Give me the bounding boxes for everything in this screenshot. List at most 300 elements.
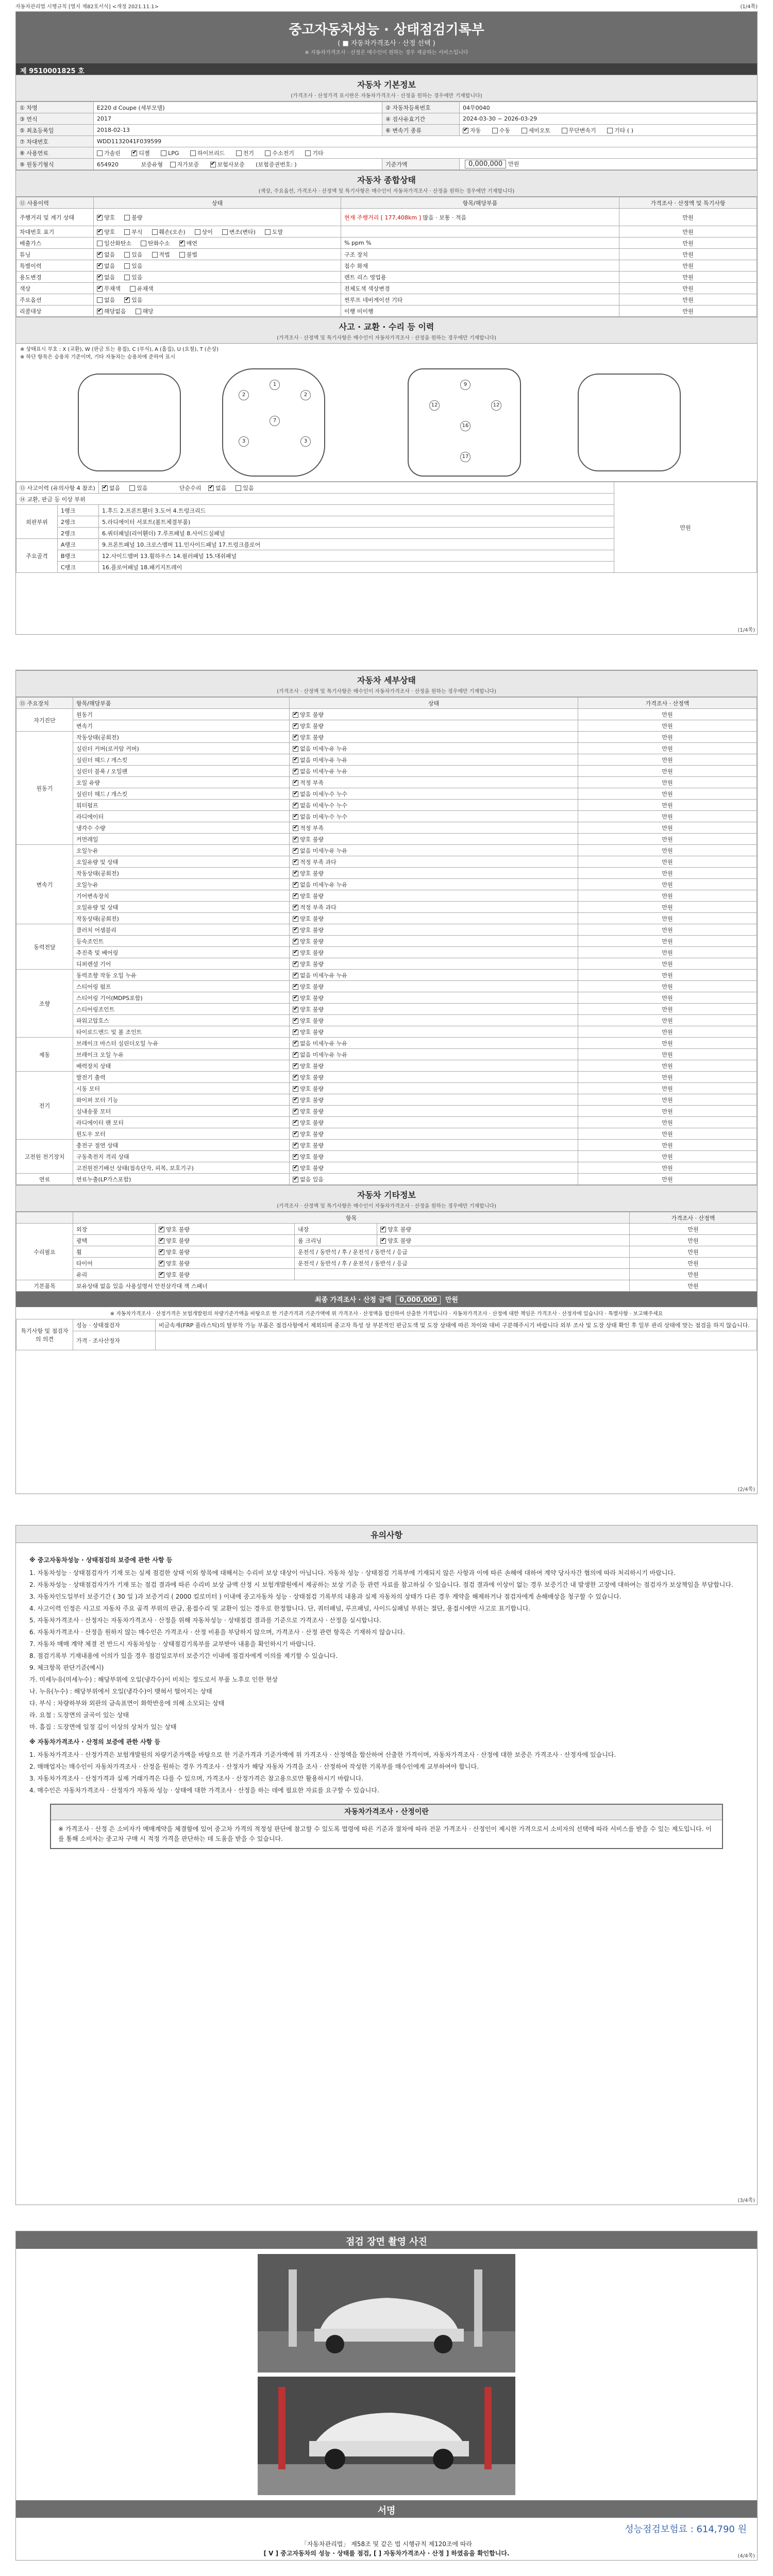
checkbox-icon [152,229,158,235]
notice-item: 5. 자동차가격조사 · 산정자는 자동차가격조사 · 산정을 위해 자동차성능 · 상태점검 결과를 기준으로 가격조사 · 산정을 실시합니다. [29,1617,381,1624]
detail-item-label: 스티어링 기어(MDPS포함) [73,992,290,1004]
detail-item-label: 타이로드엔드 및 볼 조인트 [73,1026,290,1038]
detail-item-price: 만원 [578,958,757,970]
basic-info-section-title: 자동차 기본정보 (가격조사 · 산정가격 표시란은 자동차가격조사 · 산정을 원하는 경우에만 기재합니다) [16,75,757,101]
detail-item-price: 만원 [578,1151,757,1162]
document-number-bar: 제 9510001825 호 [16,63,757,75]
detail-row [16,766,757,777]
special-notes-table: 특기사항 및 점검자의 의견 성능 · 상태점검자 비금속재(FRP 플라스틱)의 탈부착 가능 부품은 점검사항에서 제외되며 중고자 특성 상 부분적인 판금도색 및 도장 상태에 따른 차이와 대비 구분해주시기 바랍니다 외부 조사 및 도장 상태 확인 후 일부 관리 상태에 맞는 점검을 하지 않습니다. 가격 · 조사산정자 [16,1319,757,1350]
detail-row [16,800,757,811]
detail-item-price: 만원 [578,902,757,913]
detail-item-price: 만원 [578,1038,757,1049]
detail-item-label: 실린더 블록 / 오일팬 [73,766,290,777]
detail-item-price: 만원 [578,913,757,924]
detail-item-price: 만원 [578,1072,757,1083]
car-side-right-icon [578,374,681,471]
checkbox-icon [293,973,298,978]
detail-item-state: ✔ 양호 불량 [290,924,578,936]
checkbox-icon [129,485,135,491]
checkbox-icon [293,735,298,740]
detail-item-label: 배력장치 상태 [73,1060,290,1072]
detail-item-price: 만원 [578,766,757,777]
inspector-note: 비금속재(FRP 플라스틱)의 탈부착 가능 부품은 점검사항에서 제외되며 중고자 특성 상 부분적인 판금도색 및 도장 상태에 따른 차이와 대비 구분해주시기 바랍니다 외부 조사 및 도장 상태 확인 후 일부 관리 상태에 맞는 점검을 하지 않습니다. [156,1319,757,1331]
detail-item-state: ✔ 양호 불량 [290,1151,578,1162]
checkbox-icon [293,859,298,865]
checkbox-icon [236,485,241,491]
detail-item-label: 연료누출(LP가스포함) [73,1174,290,1185]
detail-row [16,902,757,913]
detail-item-state: ✔ 없음 미세누유 누유 [290,970,578,981]
mileage-value: 현재 주행거리 [ 177,408km ] [344,214,421,221]
detail-row [16,1083,757,1094]
detail-item-label: 냉각수 수량 [73,822,290,834]
summary-row: 주요옵션 없음✔ 있음 썬루프 네비게이션 기타 만원 [16,294,757,306]
detail-row [16,845,757,856]
inspection-photo-2 [258,2377,515,2495]
detail-item-label: 오일누유 [73,879,290,890]
checkbox-icon [293,1041,298,1046]
detail-item-state: ✔ 양호 불량 [290,1128,578,1140]
detail-table: ⑮ 주요장치 항목/해당부품 상태 가격조사 · 산정액 자기진단 원동기 ✔ 양호 불량 만원 변속기 ✔ 양호 불량 만원 원동기 작동상태(공회전) ✔ 양호 불량 만원 실린더 커버(로커암 커버) ✔ 없음 미세누유 누유 만원 실린더 헤드 / 개스킷 ✔ 없음 미세누유 누유 만원 실린더 블록 / 오일팬 ✔ 없음 미세누유 누유 만원 오일 유량 ✔ 적정 부족 만원 실린더 헤드 / 개스킷 ✔ 없음 미세누수 누수 만원 워터펌프 ✔ 없음 미세누수 누수 만원 라디에이터 ✔ 없음 미세누수 누수 만원 냉각수 수량 ✔ 적정 부족 만원 커먼레일 ✔ 양호 불량 만원 변속기 오일누유 ✔ 없음 미세누유 누유 만원 오일유량 및 상태 ✔ 적정 부족 과다 만원 작동상태(공회전) ✔ 양호 불량 만원 오일누유 ✔ 없음 미세누유 누유 만원 기어변속장치 ✔ 양호 불량 만원 오일유량 및 상태 ✔ 적정 부족 과다 만원 작동상태(공회전) ✔ 양호 불량 만원 동력전달 클러치 어셈블리 ✔ 양호 불량 만원 등속조인트 ✔ 양호 불량 만원 추진축 및 베어링 ✔ 양호 불량 만원 디퍼렌셜 기어 ✔ 양호 불량 만원 조향 동력조향 작동 오일 누유 ✔ 없음 미세누유 누유 만원 스티어링 펌프 ✔ 양호 불량 만원 스티어링 기어(MDPS포함) ✔ 양호 불량 만원 스티어링조인트 ✔ 양호 불량 만원 파워고압호스 ✔ 양호 불량 만원 타이로드엔드 및 볼 조인트 ✔ 양호 불량 만원 제동 브레이크 마스터 실린더오일 누유 ✔ 없음 미세누유 누유 만원 브레이크 오일 누유 ✔ 없음 미세누유 누유 만원 배력장치 상태 ✔ 양호 불량 만원 전기 발전기 출력 ✔ 양호 불량 만원 시동 모터 ✔ 양호 불량 만원 와이퍼 모터 기능 ✔ 양호 불량 만원 실내송풍 모터 ✔ 양호 불량 만원 라디에이터 팬 모터 ✔ 양호 불량 만원 윈도우 모터 ✔ 양호 불량 만원 고전원 전기장치 충전구 절연 상태 ✔ 양호 불량 만원 구동축전지 격리 상태 ✔ 양호 불량 만원 고전원전기배선 상태(접속단자, 피복, 보호기구) ✔ 양호 불량 만원 연료 연료누출(LP가스포함) ✔ 없음 있음 만원 [16,697,757,1185]
checkbox-icon [159,1272,164,1278]
fuel-options: 가솔린 ✔ 디젤 LPG 하이브리드 전기 수소전기 기타 [94,147,757,159]
detail-row [16,981,757,992]
detail-item-state: ✔ 양호 불량 [290,868,578,879]
checkbox-icon [293,723,298,729]
other-row: 타이어 ✔ 양호 불량 운전석 / 동반석 / 후 / 운전석 / 동반석 / 응급 만원 [16,1258,757,1269]
checkbox-icon [293,757,298,763]
detail-item-price: 만원 [578,1083,757,1094]
checkbox-icon [293,1097,298,1103]
checkbox-icon [293,995,298,1001]
checkbox-icon [97,309,103,314]
detail-item-price: 만원 [578,924,757,936]
detail-group-label: 제동 [16,1038,73,1072]
insurance-fee-value: 614,790 [696,2524,735,2535]
detail-item-label: 발전기 출력 [73,1072,290,1083]
notice-item: 9. 체크항목 판단기준(예시) [29,1664,104,1671]
checkbox-icon [130,286,136,292]
detail-item-state: ✔ 양호 불량 [290,709,578,720]
detail-item-label: 충전구 절연 상태 [73,1140,290,1151]
checkbox-icon [293,1177,298,1182]
detail-row [16,1162,757,1174]
notice-item: 7. 자동차 매매 계약 체결 전 반드시 자동차성능 · 상태점검기록부를 교부받아 내용을 확인하시기 바랍니다. [29,1640,316,1648]
detail-row [16,1094,757,1106]
detail-item-label: 시동 모터 [73,1083,290,1094]
checkbox-icon [293,905,298,910]
transmission-options: ✔ 자동 수동 세미오토 무단변속기 기타 ( ) [460,125,757,136]
detail-item-price: 만원 [578,743,757,754]
detail-item-price: 만원 [578,1140,757,1151]
detail-item-label: 와이퍼 모터 기능 [73,1094,290,1106]
detail-row [16,856,757,868]
detail-item-label: 변속기 [73,720,290,732]
checkbox-icon [179,252,185,258]
detail-item-price: 만원 [578,800,757,811]
checkbox-icon [124,252,130,258]
checkbox-icon [293,1120,298,1126]
detail-item-label: 디퍼렌셜 기어 [73,958,290,970]
detail-row [16,834,757,845]
detail-group-label: 연료 [16,1174,73,1185]
detail-item-state: ✔ 양호 불량 [290,958,578,970]
detail-item-price: 만원 [578,1106,757,1117]
checkbox-icon [293,1154,298,1160]
accident-legend: ※ 상태표시 부호 : X (교환), W (판금 또는 용접), C (부식), A (흠집), U (요철), T (손상) ※ 하단 항목은 승용차 기준이며, 기타 자동차는 승용차에 준하여 표시 [20,347,219,360]
checkbox-icon [293,871,298,876]
checkbox-icon [293,1018,298,1024]
detail-row [16,709,757,720]
detail-item-price: 만원 [578,754,757,766]
checkbox-icon [293,1109,298,1114]
notice-item: 가. 미세누유(미세누수) : 해당부위에 오일(냉각수)이 비치는 정도로서 부품 노후로 인한 현상 [29,1676,278,1683]
checkbox-icon [97,263,103,269]
detail-item-label: 파워고압호스 [73,1015,290,1026]
detail-row [16,936,757,947]
checkbox-icon [293,712,298,718]
detail-item-price: 만원 [578,936,757,947]
detail-item-state: ✔ 양호 불량 [290,1072,578,1083]
detail-item-state: ✔ 없음 미세누유 누유 [290,1038,578,1049]
detail-item-price: 만원 [578,777,757,788]
detail-item-state: ✔ 양호 불량 [290,981,578,992]
detail-row [16,879,757,890]
page-3 [15,1525,758,2205]
document-title: 중고자동차성능 · 상태점검기록부 [289,22,484,38]
detail-item-price: 만원 [578,788,757,800]
checkbox-icon [170,162,176,167]
detail-group-label: 조향 [16,970,73,1038]
checkbox-icon [124,229,130,235]
detail-item-price: 만원 [578,732,757,743]
detail-item-label: 라디에이터 [73,811,290,822]
checkbox-icon [190,150,196,156]
detail-item-label: 커먼레일 [73,834,290,845]
detail-row [16,1060,757,1072]
detail-item-label: 실린더 헤드 / 개스킷 [73,788,290,800]
checkbox-icon [293,1029,298,1035]
checkbox-icon [124,215,130,221]
checkbox-icon [141,241,146,246]
detail-item-state: ✔ 양호 불량 [290,1094,578,1106]
engine-type: 654920 보증유형 자가보증 ✔ 보험사보증 (보험증권번호: ) [94,159,382,170]
detail-item-label: 오일유량 및 상태 [73,902,290,913]
detail-item-label: 윈도우 모터 [73,1128,290,1140]
other-info-table: 항목 가격조사 · 산정액 수리필요 외장 ✔ 양호 불량 내장 ✔ 양호 불량 만원 광택 ✔ 양호 불량 룸 크리닝 ✔ 양호 불량 만원 휠 ✔ 양호 불량 운전석 / 동반석 / 후 / 운전석 / 동반석 / 응급 만원 타이어 ✔ 양호 불량 운전석 / 동반석 / 후 / 운전석 / 동반석 / 응급 만원 유리 ✔ 양호 불량 만원 기본품목 보유상태 없음 있음 사용설명서 안전삼각대 잭 스패너 만원 [16,1212,757,1292]
notice-item: 나. 누유(누수) : 해당부위에서 오일(냉각수)이 맺혀서 떨어지는 상태 [29,1688,212,1695]
detail-row [16,1140,757,1151]
checkbox-icon [293,746,298,752]
checkbox-icon [293,1143,298,1148]
car-frame-icon: 9 12 12 16 17 [408,368,521,477]
detail-item-label: 등속조인트 [73,936,290,947]
detail-item-state: ✔ 양호 불량 [290,890,578,902]
detail-item-price: 만원 [578,879,757,890]
checkbox-icon [97,150,103,156]
detail-item-state: ✔ 없음 미세누유 누유 [290,766,578,777]
detail-item-state: ✔ 양호 불량 [290,1015,578,1026]
checkbox-icon [131,150,137,156]
checkbox-icon [562,128,567,133]
page-4 [15,2231,758,2561]
notice-body: ※ 중고자동차성능 · 상태점검의 보증에 관한 사항 등 1. 자동차성능 · 상태점검자가 기재 또는 실제 점검한 상태 이외 항목에 대해서는 수리비 보상 대상이 아닙니다. 자동차 성능 · 상태점검 기록부에 기재되지 않은 사항과 이에 따른 손해에 대하여 계약 당사자간 협의에 따라 처리하시기 바랍니다. 2. 자동차성능 · 상태점검자가가 기재 또는 점검 결과에 따른 수리비 보상 금액 산정 시 보험개발원에서 제공하는 보상 기준 등 관련 자료를 참고하실 수 있습니다. 점검 결과에 이상이 없는 경우 보증기간 내 발생한 고장에 대하여는 점검자가 보상책임을 부담합니다. 3. 자동차인도일부터 보증기간 ( 30 일 )과 보증거리 ( 2000 킬로미터 ) 이내에 중고자동차 성능 · 상태점검 기록부의 내용과 실제 자동차의 상태가 다른 경우 계약을 해제하거나 점검자에게 손해배상을 청구할 수 있습니다. 4. 사고이력 인정은 사고로 자동차 주요 골격 부위의 판금, 용접수리 및 교환이 있는 경우로 한정합니다. 단, 쿼터패널, 루프패널, 사이드실패널 부위는 절단, 용접시에만 사고로 표기합니다. 5. 자동차가격조사 · 산정자는 자동차가격조사 · 산정을 위해 자동차성능 · 상태점검 결과를 기준으로 가격조사 · 산정을 실시합니다. 6. 자동차가격조사 · 산정을 원하지 않는 매수인은 가격조사 · 산정 비용을 부담하지 않으며, 가격조사 · 산정 관련 항목은 기재하지 않습니다. 7. 자동차 매매 계약 체결 전 반드시 자동차성능 · 상태점검기록부를 교부받아 내용을 확인하시기 바랍니다. 8. 점검기록부 기재내용에 이의가 있을 경우 점검일로부터 보증기간 이내에 점검자에게 이의를 제기할 수 있습니다. 9. 체크항목 판단기준(예시) 가. 미세누유(미세누수) : 해당부위에 오일(냉각수)이 비치는 정도로서 부품 노후로 인한 현상 나. 누유(누수) : 해당부위에서 오일(냉각수)이 맺혀서 떨어지는 상태 다. 부식 : 차량하부와 외판의 금속표면이 화학반응에 의해 소모되는 상태 라. 요철 : 도장면의 굴곡이 있는 상태 마. 흠집 : 도장면에 일정 깊이 이상의 상처가 있는 상태 ※ 자동차가격조사 · 산정의 보증에 관한 사항 등 1. 자동차가격조사 · 산정가격은 보험개발원의 차량기준가액을 바탕으로 한 기준가격과 기준가액에 위 가격조사 · 산정액을 합산하여 산출한 가격이며, 자동차가격조사 · 산정에 대한 보증은 가격조사 · 산정자에 있습니다. 2. 매매업자는 매수인이 자동차가격조사 · 산정을 원하는 경우 가격조사 · 산정자가 해당 자동차 가격을 조사 · 산정하여 작성한 기록부를 매수인에게 교부하여야 합니다. 3. 자동차가격조사 · 산정가격과 실제 거래가격은 다를 수 있으며, 가격조사 · 산정가격은 참고용으로만 활용하시기 바랍니다. 4. 매수인은 자동차가격조사 · 산정자가 자동차 성능 · 상태에 대한 가격조사 · 산정을 하는 데에 필요한 자료를 요구할 수 있습니다. 자동차가격조사 · 산정이란 ※ 가격조사 · 산정 은 소비자가 매매계약을 체결함에 있어 중고차 가격의 적정성 판단에 참고할 수 있도록 법령에 따른 기준과 절차에 따라 전문 가격조사 · 산정인이 제시한 가격으로서 소비자의 선택에 따라 서비스를 받을 수 있는 제도입니다. 이를 통해 소비자는 중고차 구매 시 적정 가격을 판단하는 데 도움을 받을 수 있습니다. [16,1543,757,1856]
summary-row: 튜닝 ✔ 없음 있음 적법 불법 구조 장치 만원 [16,249,757,260]
checkbox-icon [293,916,298,922]
detail-item-label: 오일 유량 [73,777,290,788]
price-definition-box: 자동차가격조사 · 산정이란 ※ 가격조사 · 산정 은 소비자가 매매계약을 체결함에 있어 중고차 가격의 적정성 판단에 참고할 수 있도록 법령에 따른 기준과 절차에 따라 전문 가격조사 · 산정인이 제시한 가격으로서 소비자의 선택에 따라 서비스를 받을 수 있는 제도입니다. 이를 통해 소비자는 중고차 구매 시 적정 가격을 판단하는 데 도움을 받을 수 있습니다. [50,1804,723,1849]
notice-item: 1. 자동차가격조사 · 산정가격은 보험개발원의 차량기준가액을 바탕으로 한 기준가격과 기준가액에 위 가격조사 · 산정액을 합산하여 산출한 가격이며, 자동차가격조사 · 산정에 대한 보증은 가격조사 · 산정자에 있습니다. [29,1751,616,1758]
detail-item-state: ✔ 양호 불량 [290,1026,578,1038]
detail-item-label: 오일누유 [73,845,290,856]
detail-row [16,924,757,936]
inspection-photos [16,2249,757,2500]
detail-item-label: 실린더 헤드 / 개스킷 [73,754,290,766]
final-price-bar: 최종 가격조사 · 산정 금액 0,000,000 만원 [16,1292,757,1307]
inspection-photo-1 [258,2254,515,2372]
detail-row [16,1117,757,1128]
page-1 [15,11,758,635]
detail-item-state: ✔ 양호 불량 [290,1083,578,1094]
car-name: E220 d Coupe (세부모델) [94,102,382,113]
notice-item: 마. 흠집 : 도장면에 일정 깊이 이상의 상처가 있는 상태 [29,1723,177,1731]
detail-row [16,970,757,981]
checkbox-icon [607,128,613,133]
summary-row: 색상 ✔ 무채색 유채색 전체도색 색상변경 만원 [16,283,757,294]
summary-row: 용도변경 ✔ 없음 있음 렌트 리스 영업용 만원 [16,272,757,283]
checkbox-icon [124,275,130,280]
vin-number: WDD1132041F039599 [94,136,757,147]
checkbox-icon [161,150,166,156]
detail-row [16,947,757,958]
detail-row [16,913,757,924]
summary-row: 배출가스 일산화탄소 탄화수소✔ 매연 % ppm % 만원 [16,238,757,249]
photo-section-title: 점검 장면 촬영 사진 [16,2231,757,2249]
car-top-icon: 2 1 2 7 3 3 [222,368,325,477]
detail-item-price: 만원 [578,1060,757,1072]
page-number: (1/4쪽) [737,628,755,633]
checkbox-icon [380,1238,386,1244]
other-section-title: 자동차 기타정보 (가격조사 · 산정액 및 특기사항은 매수인이 자동차가격조사 · 산정을 원하는 경우에만 기재합니다) [16,1185,757,1212]
checkbox-icon [265,229,271,235]
detail-item-price: 만원 [578,981,757,992]
page-indicator: (1/4쪽) [740,4,758,10]
signature-section-title: 서명 [16,2500,757,2518]
detail-item-state: ✔ 없음 미세누유 누유 [290,845,578,856]
detail-row [16,958,757,970]
car-side-left-icon [78,374,181,471]
notice-item: 6. 자동차가격조사 · 산정을 원하지 않는 매수인은 가격조사 · 산정 비용을 부담하지 않으며, 가격조사 · 산정 관련 항목은 기재하지 않습니다. [29,1629,405,1636]
notice-item: 4. 매수인은 자동차가격조사 · 산정자가 자동차 성능 · 상태에 대한 가격조사 · 산정을 하는 데에 필요한 자료를 요구할 수 있습니다. [29,1787,379,1794]
detail-item-price: 만원 [578,822,757,834]
detail-item-price: 만원 [578,834,757,845]
detail-row [16,754,757,766]
detail-row [16,743,757,754]
detail-item-label: 원동기 [73,709,290,720]
checkbox-icon [293,961,298,967]
document-subtitle: ( ■ 자동차가격조사 · 산정 선택 ) [338,40,435,47]
checkbox-icon [293,939,298,944]
checkbox-icon [124,297,130,303]
detail-group-label: 고전원 전기장치 [16,1140,73,1174]
detail-item-price: 만원 [578,845,757,856]
detail-item-state: ✔ 없음 미세누유 누유 [290,879,578,890]
notice-item: 8. 점검기록부 기재내용에 이의가 있을 경우 점검일로부터 보증기간 이내에 점검자에게 이의를 제기할 수 있습니다. [29,1652,338,1659]
detail-item-price: 만원 [578,947,757,958]
detail-item-state: ✔ 없음 미세누수 누수 [290,788,578,800]
detail-item-state: ✔ 적정 부족 과다 [290,902,578,913]
model-year: 2017 [94,113,382,125]
notice-item: 2. 매매업자는 매수인이 자동차가격조사 · 산정을 원하는 경우 가격조사 · 산정자가 해당 자동차 가격을 조사 · 산정하여 작성한 기록부를 매수인에게 교부하여야 합니다. [29,1763,479,1770]
detail-item-state: ✔ 양호 불량 [290,1004,578,1015]
detail-item-price: 만원 [578,1094,757,1106]
car-damage-diagram [16,363,757,482]
detail-item-label: 클러치 어셈블리 [73,924,290,936]
detail-row [16,1128,757,1140]
detail-row [16,1151,757,1162]
accident-section-title: 사고 · 교환 · 수리 등 이력 (가격조사 · 산정액 및 특기사항은 매수인이 자동차가격조사 · 산정을 원하는 경우에만 기재합니다) [16,317,757,344]
detail-row [16,811,757,822]
detail-item-label: 작동상태(공회전) [73,913,290,924]
checkbox-icon [97,297,103,303]
checkbox-icon [380,1227,386,1232]
detail-item-price: 만원 [578,1128,757,1140]
other-row: 수리필요 외장 ✔ 양호 불량 내장 ✔ 양호 불량 만원 [16,1224,757,1235]
checkbox-icon [208,485,214,491]
checkbox-icon [159,1238,164,1244]
checkbox-icon [293,950,298,956]
notice-item: 3. 자동차가격조사 · 산정가격과 실제 거래가격은 다를 수 있으며, 가격조사 · 산정가격은 참고용으로만 활용하시기 바랍니다. [29,1775,364,1782]
checkbox-icon [97,275,103,280]
detail-item-state: ✔ 양호 불량 [290,1117,578,1128]
checkbox-icon [463,128,468,133]
checkbox-icon [293,1131,298,1137]
detail-item-price: 만원 [578,1117,757,1128]
detail-item-label: 워터펌프 [73,800,290,811]
checkbox-icon [210,162,216,167]
detail-item-label: 스티어링조인트 [73,1004,290,1015]
detail-item-price: 만원 [578,811,757,822]
detail-row [16,1038,757,1049]
notice-item: 3. 자동차인도일부터 보증기간 ( 30 일 )과 보증거리 ( 2000 킬로미터 ) 이내에 중고자동차 성능 · 상태점검 기록부의 내용과 실제 자동차의 상태가 다른 경우 계약을 해제하거나 점검자에게 손해배상을 청구할 수 있습니다. [29,1593,621,1600]
checkbox-icon [293,848,298,854]
checkbox-icon [97,286,103,292]
detail-row [16,777,757,788]
detail-row [16,720,757,732]
notice-item: 4. 사고이력 인정은 사고로 자동차 주요 골격 부위의 판금, 용접수리 및 교환이 있는 경우로 한정합니다. 단, 쿼터패널, 루프패널, 사이드실패널 부위는 절단, 용접시에만 사고로 표기합니다. [29,1605,531,1612]
checkbox-icon [293,927,298,933]
detail-row [16,992,757,1004]
notice-item: 다. 부식 : 차량하부와 외판의 금속표면이 화학반응에 의해 소모되는 상태 [29,1700,225,1707]
checkbox-icon [293,1052,298,1058]
detail-item-label: 브레이크 마스터 실린더오일 누유 [73,1038,290,1049]
page-2 [15,670,758,1494]
detail-item-state: ✔ 양호 불량 [290,1140,578,1151]
checkbox-icon [159,1227,164,1232]
checkbox-icon [102,485,108,491]
detail-item-price: 만원 [578,1004,757,1015]
checkbox-icon [293,769,298,774]
checkbox-icon [293,1007,298,1012]
detail-row [16,1049,757,1060]
detail-item-state: ✔ 양호 불량 [290,1162,578,1174]
detail-item-state: ✔ 양호 불량 [290,936,578,947]
checkbox-icon [293,780,298,786]
checkbox-icon [293,882,298,888]
checkbox-icon [152,252,158,258]
detail-group-label: 전기 [16,1072,73,1140]
other-row: 광택 ✔ 양호 불량 룸 크리닝 ✔ 양호 불량 만원 [16,1235,757,1246]
checkbox-icon [236,150,242,156]
checkbox-icon [293,1165,298,1171]
checkbox-icon [159,1261,164,1266]
plate-number: 04무0040 [460,102,757,113]
detail-item-price: 만원 [578,856,757,868]
detail-item-price: 만원 [578,1026,757,1038]
form-topbar [15,2,758,9]
checkbox-icon [293,791,298,797]
detail-item-label: 라디에이터 팬 모터 [73,1117,290,1128]
checkbox-icon [97,241,103,246]
checkbox-icon [195,229,200,235]
checkbox-icon [293,1075,298,1080]
summary-table: ⑪ 사용이력 상태 항목/해당부품 가격조사 · 산정액 및 특기사항 주행거리 및 계기 상태 ✔ 양호 불량 현재 주행거리 [ 177,408km ] 많음 · 보통 · 적음 만원 차대번호 표기 ✔ 양호 부식 훼손(오손) 상이 변조(변타) 도말 만원 배출가스 일산화탄소 탄화수소✔ 매연 % ppm % 만원 튜닝 ✔ 없음 있음 적법 불법 구조 장치 만원 특별이력 ✔ 없음 있음 침수 화재 만원 용도변경 ✔ 없음 있음 렌트 리스 영업용 만원 색상 ✔ 무채색 유채색 전체도색 색상변경 만원 주요옵션 없음✔ 있음 썬루프 네비게이션 기타 만원 리콜대상 ✔ 해당없음 해당 이행 미이행 만원 [16,197,757,317]
summary-row: 특별이력 ✔ 없음 있음 침수 화재 만원 [16,260,757,272]
detail-row [16,822,757,834]
detail-item-price: 만원 [578,709,757,720]
detail-section-title: 자동차 세부상태 (가격조사 · 산정액 및 특기사항은 매수인이 자동차가격조사 · 산정을 원하는 경우에만 기재합니다) [16,670,757,697]
detail-row [16,788,757,800]
notice-title: 유의사항 [16,1526,757,1543]
detail-item-price: 만원 [578,1015,757,1026]
other-row: 유리 ✔ 양호 불량 만원 [16,1269,757,1280]
detail-item-state: ✔ 양호 불량 [290,732,578,743]
detail-item-state: ✔ 없음 미세누수 누수 [290,800,578,811]
detail-item-state: ✔ 없음 미세누유 누유 [290,1049,578,1060]
document-number: 9510001825 [29,67,76,75]
detail-item-price: 만원 [578,992,757,1004]
checkbox-icon [265,150,271,156]
detail-item-label: 추진축 및 베어링 [73,947,290,958]
detail-item-label: 고전원전기배선 상태(접속단자, 피복, 보호기구) [73,1162,290,1174]
checkbox-icon [293,837,298,842]
first-registration: 2018-02-13 [94,125,382,136]
detail-row [16,868,757,879]
detail-item-label: 작동상태(공회전) [73,868,290,879]
checkbox-icon [222,229,228,235]
summary-row: 차대번호 표기 ✔ 양호 부식 훼손(오손) 상이 변조(변타) 도말 만원 [16,226,757,238]
detail-group-label: 변속기 [16,845,73,924]
detail-item-label: 오일유량 및 상태 [73,856,290,868]
accident-table: ⑬ 사고이력 (유의사항 4 참조) ✔ 없음 있음 단순수리 ✔ 없음 있음 만원 ⑭ 교환, 판금 등 이상 부위 외판부위 1랭크 1.후드 2.프론트휀더 3.도어 4.트렁크리드 2랭크 5.라디에이터 서포트(볼트체결부품) 2랭크 6.쿼터패널(리어휀더) 7.루프패널 8.사이드실패널 주요골격 A랭크 9.프론트패널 10.크로스멤버 11.인사이드패널 17.트렁크플로어 B랭크 12.사이드멤버 13.휠하우스 14.필러패널 15.대쉬패널 C랭크 16.플로어패널 18.패키지트레이 [16,482,757,573]
detail-item-price: 만원 [578,890,757,902]
checkbox-icon [293,1063,298,1069]
detail-item-label: 실린더 커버(로커암 커버) [73,743,290,754]
detail-item-label: 브레이크 오일 누유 [73,1049,290,1060]
checkbox-icon [293,803,298,808]
detail-row [16,1174,757,1185]
document-header [16,12,757,63]
basic-info-table: ① 차명 E220 d Coupe (세부모델) ② 자동차등록번호 04무0040 ③ 연식 2017 ④ 검사유효기간 2024-03-30 ~ 2026-03-29 ⑤ 최초등록일 2018-02-13 ⑥ 변속기 종류 ✔ 자동 수동 세미오토 무단변속기 기타 ( ) ⑦ 차대번호 WDD1132041F039599 ⑧ 사용연료 가솔린 ✔ 디젤 LPG 하이브리드 전기 수소전기 기타 ⑨ 원동기형식 654920 보증유형 자가보증 ✔ 보험사보증 (보험증권번호: ) 기준가액 0,000,000 만원 [16,101,757,170]
checkbox-icon [293,814,298,820]
detail-group-label: 자기진단 [16,709,73,732]
detail-item-state: ✔ 없음 미세누유 누유 [290,743,578,754]
detail-item-state: ✔ 적정 부족 [290,777,578,788]
detail-row [16,890,757,902]
checkbox-icon [293,984,298,990]
detail-group-label: 원동기 [16,732,73,845]
legal-confirmation: 「자동차관리법」 제58조 및 같은 법 시행규칙 제120조에 따라 [ V ] 중고자동차의 성능 · 상태를 점검, [ ] 자동차가격조사 · 산정 ] 하였음을 확인합니다. [263,2540,510,2557]
